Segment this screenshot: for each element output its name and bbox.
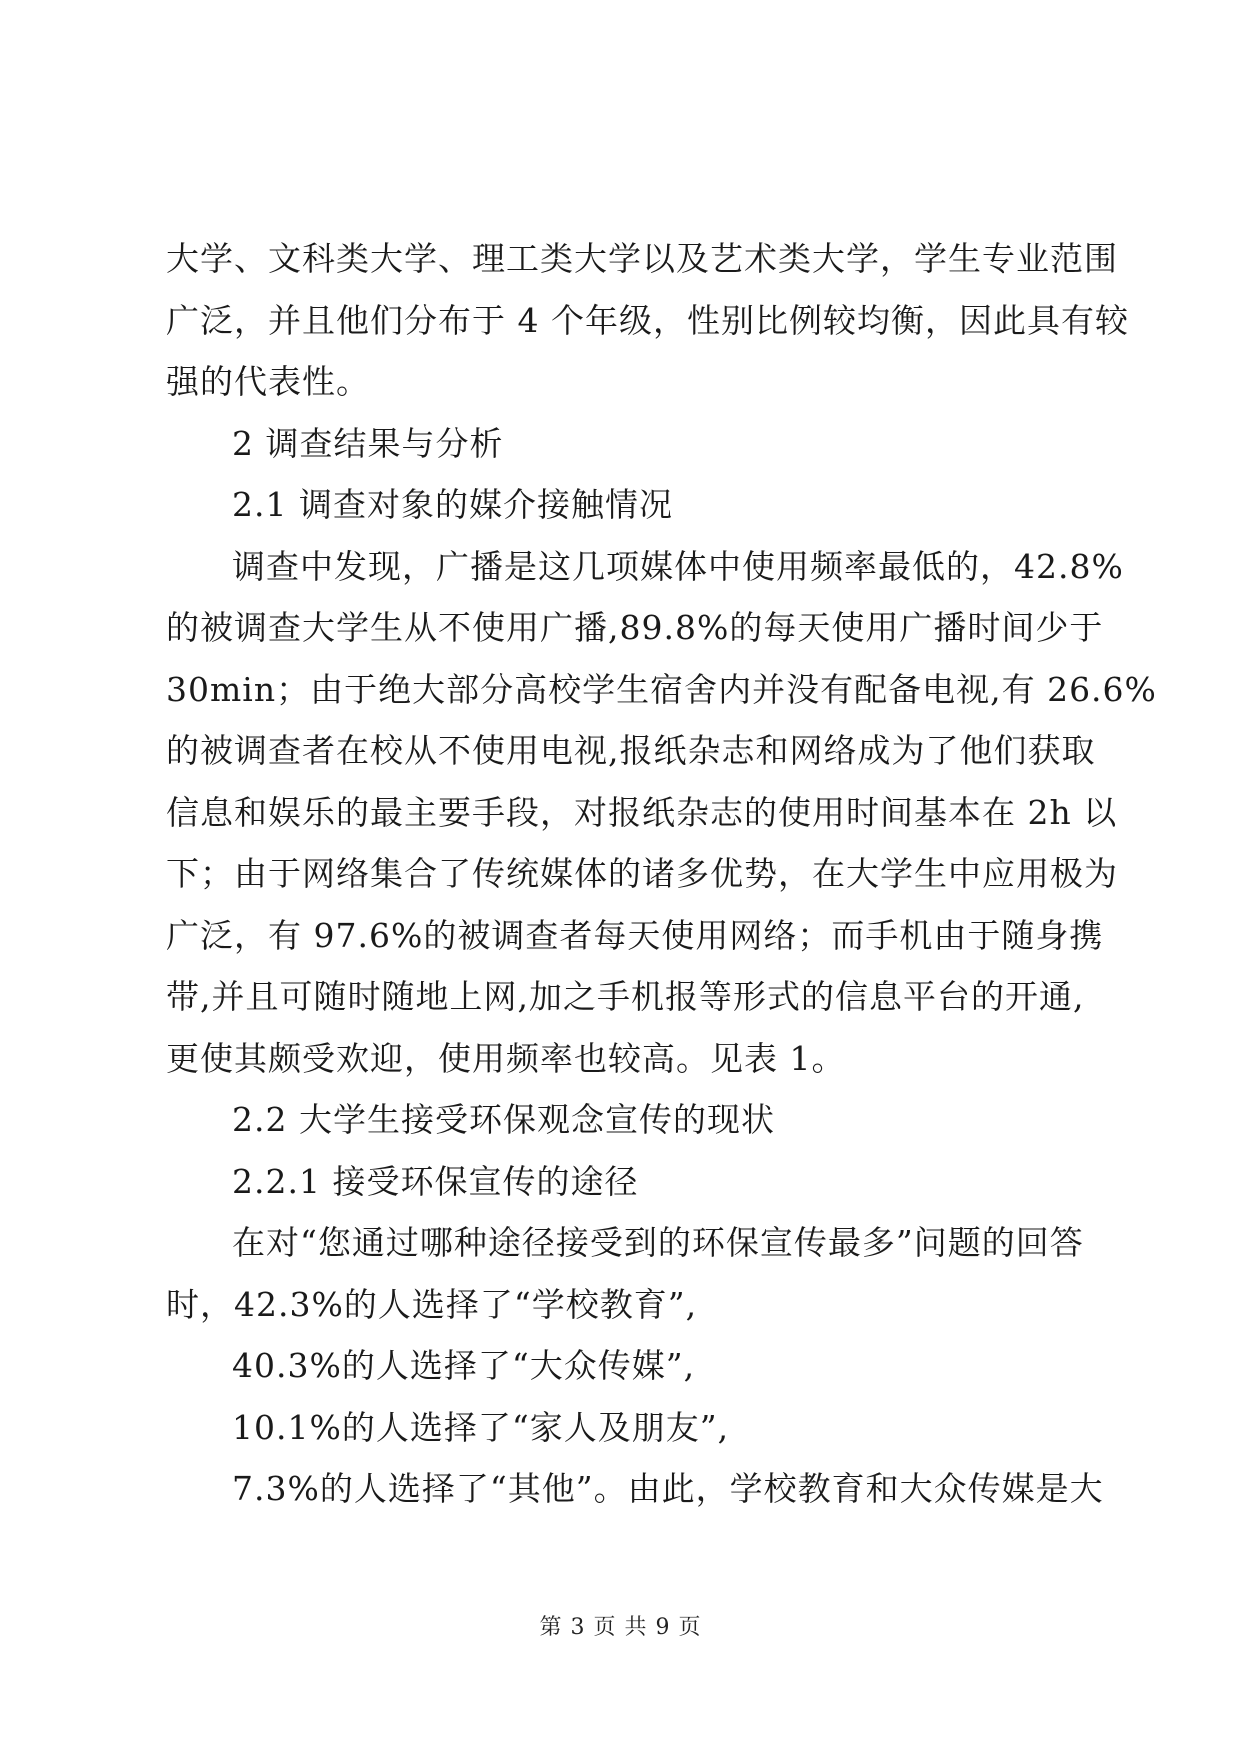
paragraph-line: 在对“您通过哪种途径接受到的环保宣传最多”问题的回答 [232, 1223, 1084, 1262]
subsubsection-heading: 2.2.1 接受环保宣传的途径 [232, 1161, 639, 1201]
paragraph-line: 广泛，并且他们分布于 4 个年级，性别比例较均衡，因此具有较 [166, 300, 1129, 340]
paragraph-line: 10.1%的人选择了“家人及朋友”, [232, 1407, 730, 1447]
body-text [166, 228, 1157, 1520]
paragraph-line: 下；由于网络集合了传统媒体的诸多优势，在大学生中应用极为 [166, 854, 1118, 893]
paragraph-line: 30min；由于绝大部分高校学生宿舍内并没有配备电视,有 26.6% [166, 669, 1157, 709]
paragraph-line: 广泛，有 97.6%的被调查者每天使用网络；而手机由于随身携 [166, 915, 1104, 955]
page-footer: 第 3 页 共 9 页 [539, 1615, 702, 1640]
paragraph-line: 7.3%的人选择了“其他”。由此，学校教育和大众传媒是大 [232, 1469, 1104, 1508]
paragraph-line: 40.3%的人选择了“大众传媒”, [232, 1346, 696, 1385]
paragraph-line: 的被调查者在校从不使用电视,报纸杂志和网络成为了他们获取 [166, 731, 1096, 770]
subsection-heading: 2.1 调查对象的媒介接触情况 [232, 485, 673, 524]
paragraph-line: 调查中发现，广播是这几项媒体中使用频率最低的，42.8% [232, 546, 1124, 586]
paragraph-line: 带,并且可随时随地上网,加之手机报等形式的信息平台的开通, [166, 977, 1085, 1016]
paragraph-line: 更使其颇受欢迎，使用频率也较高。见表 1。 [166, 1038, 846, 1078]
paragraph-line: 信息和娱乐的最主要手段，对报纸杂志的使用时间基本在 2h 以 [166, 792, 1118, 832]
section-heading: 2 调查结果与分析 [232, 423, 504, 463]
subsection-heading: 2.2 大学生接受环保观念宣传的现状 [232, 1100, 775, 1139]
paragraph-line: 强的代表性。 [166, 362, 370, 401]
paragraph-line: 的被调查大学生从不使用广播,89.8%的每天使用广播时间少于 [166, 608, 1104, 647]
paragraph-line: 大学、文科类大学、理工类大学以及艺术类大学，学生专业范围 [166, 239, 1118, 278]
paragraph-line: 时，42.3%的人选择了“学校教育”, [166, 1284, 698, 1324]
